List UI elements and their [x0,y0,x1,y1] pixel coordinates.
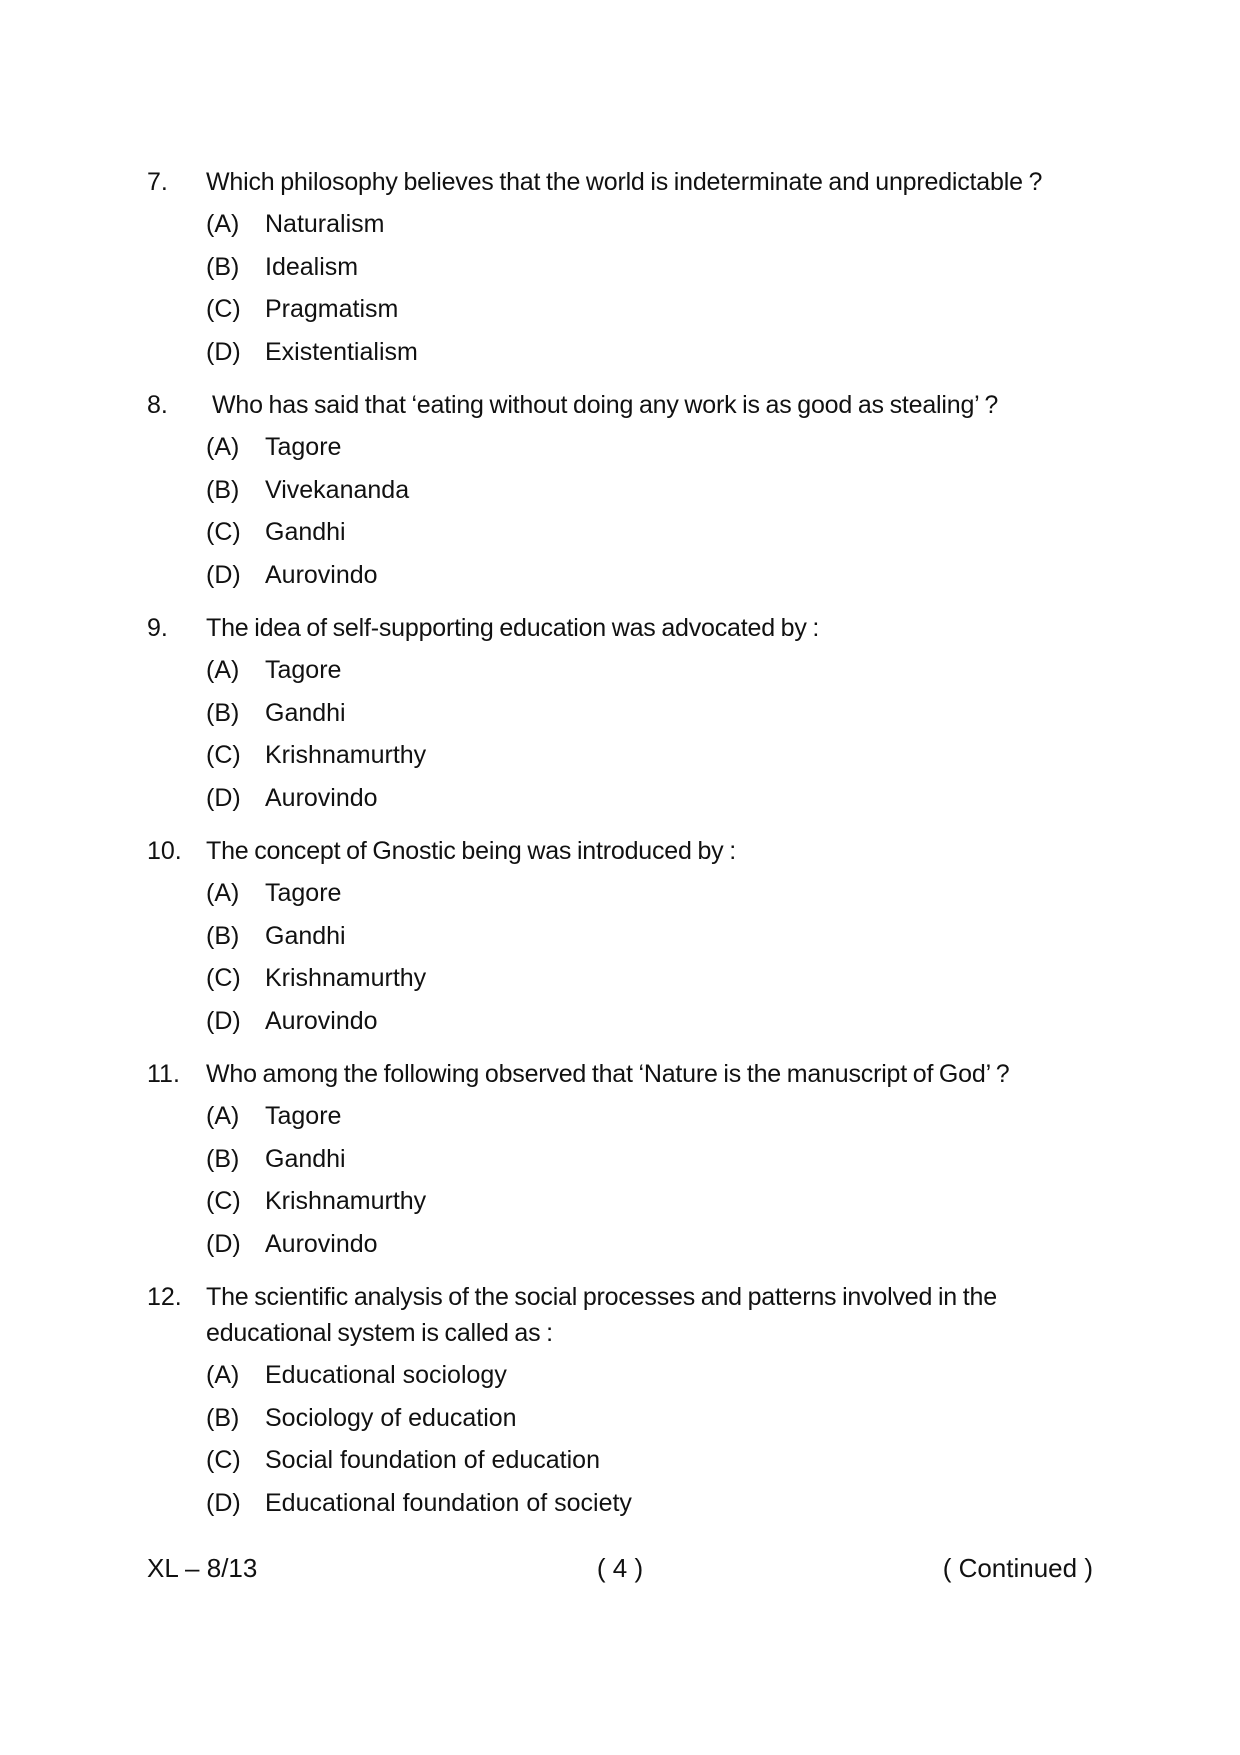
option-text: Aurovindo [265,783,378,812]
option-label: (A) [206,433,240,461]
option-label: (D) [206,1488,241,1517]
option-c [147,1183,1107,1226]
option-d [147,1226,1107,1269]
option-list [147,206,1107,376]
question-number: 8. [147,391,168,419]
question-8 [147,387,1107,599]
option-label: (D) [206,337,241,366]
option-text: Educational sociology [265,1361,507,1389]
page-footer [147,1548,1093,1588]
option-list [147,1357,1107,1527]
question-text: The concept of Gnostic being was introduced by : [206,837,736,865]
option-text: Educational foundation of society [265,1488,632,1517]
option-b [147,472,1107,515]
option-b [147,1400,1107,1443]
option-text: Tagore [265,433,342,461]
option-text: Aurovindo [265,1006,378,1035]
question-text: The idea of self-supporting education was advocated by : [206,614,820,642]
option-text: Tagore [265,656,342,684]
question-10 [147,833,1107,1045]
option-text: Tagore [265,1102,342,1130]
option-text: Existentialism [265,337,418,366]
option-text: Gandhi [265,698,346,727]
option-label: (A) [206,1102,240,1130]
option-d [147,334,1107,377]
option-text: Gandhi [265,518,346,546]
question-stem [147,387,1107,423]
option-label: (A) [206,879,240,907]
question-text: Who has said that ‘eating without doing any work is as good as stealing’ ? [212,391,999,419]
paper-code: XL – 8/13 [147,1553,258,1583]
option-a [147,652,1107,695]
question-stem [147,610,1107,646]
option-a [147,429,1107,472]
option-c [147,514,1107,557]
question-text: Which philosophy believes that the world is indeterminate and unpredictable ? [206,168,1043,196]
page-number: ( 4 ) [596,1553,644,1583]
option-d [147,1485,1107,1528]
option-label: (B) [206,1144,240,1173]
option-text: Krishnamurthy [265,964,427,992]
option-text: Sociology of education [265,1403,517,1432]
option-label: (C) [206,295,241,323]
option-list [147,429,1107,599]
option-text: Idealism [265,252,359,281]
option-text: Aurovindo [265,1229,378,1258]
option-b [147,249,1107,292]
option-label: (D) [206,783,241,812]
option-label: (A) [206,210,240,238]
option-b [147,918,1107,961]
option-text: Social foundation of education [265,1446,600,1474]
option-a [147,1357,1107,1400]
option-text: Naturalism [265,210,385,238]
option-c [147,1442,1107,1485]
option-list [147,652,1107,822]
option-text: Gandhi [265,1144,346,1173]
option-text: Aurovindo [265,560,378,589]
option-a [147,875,1107,918]
option-list [147,1098,1107,1268]
question-7 [147,164,1107,376]
option-a [147,1098,1107,1141]
option-label: (B) [206,921,240,950]
option-a [147,206,1107,249]
option-label: (B) [206,698,240,727]
option-d [147,1003,1107,1046]
option-d [147,557,1107,600]
option-label: (D) [206,560,241,589]
option-label: (A) [206,1361,240,1389]
option-label: (A) [206,656,240,684]
question-stem [147,1056,1107,1092]
option-label: (C) [206,741,241,769]
question-number: 10. [147,837,182,865]
option-d [147,780,1107,823]
option-label: (B) [206,475,240,504]
question-text: The scientific analysis of the social processes and patterns involved in the educational system is called as : [206,1283,997,1347]
question-text: Who among the following observed that ‘Nature is the manuscript of God’ ? [206,1060,1010,1088]
option-c [147,960,1107,1003]
continued-label: ( Continued ) [942,1553,1093,1583]
question-stem [147,833,1107,869]
option-label: (B) [206,252,240,281]
option-list [147,875,1107,1045]
question-12 [147,1279,1107,1527]
option-c [147,737,1107,780]
option-text: Gandhi [265,921,346,950]
option-label: (C) [206,518,241,546]
option-text: Vivekananda [265,475,410,504]
option-text: Krishnamurthy [265,1187,427,1215]
question-number: 7. [147,168,168,196]
question-stem [147,1279,1107,1351]
question-9 [147,610,1107,822]
option-label: (C) [206,1187,241,1215]
option-label: (D) [206,1006,241,1035]
question-number: 11. [147,1060,180,1088]
option-text: Tagore [265,879,342,907]
question-stem [147,164,1107,200]
question-number: 12. [147,1283,182,1311]
option-text: Pragmatism [265,295,399,323]
option-label: (B) [206,1403,240,1432]
option-b [147,695,1107,738]
option-text: Krishnamurthy [265,741,427,769]
question-number: 9. [147,614,168,642]
option-label: (C) [206,1446,241,1474]
option-c [147,291,1107,334]
question-11 [147,1056,1107,1268]
option-label: (D) [206,1229,241,1258]
option-label: (C) [206,964,241,992]
option-b [147,1141,1107,1184]
